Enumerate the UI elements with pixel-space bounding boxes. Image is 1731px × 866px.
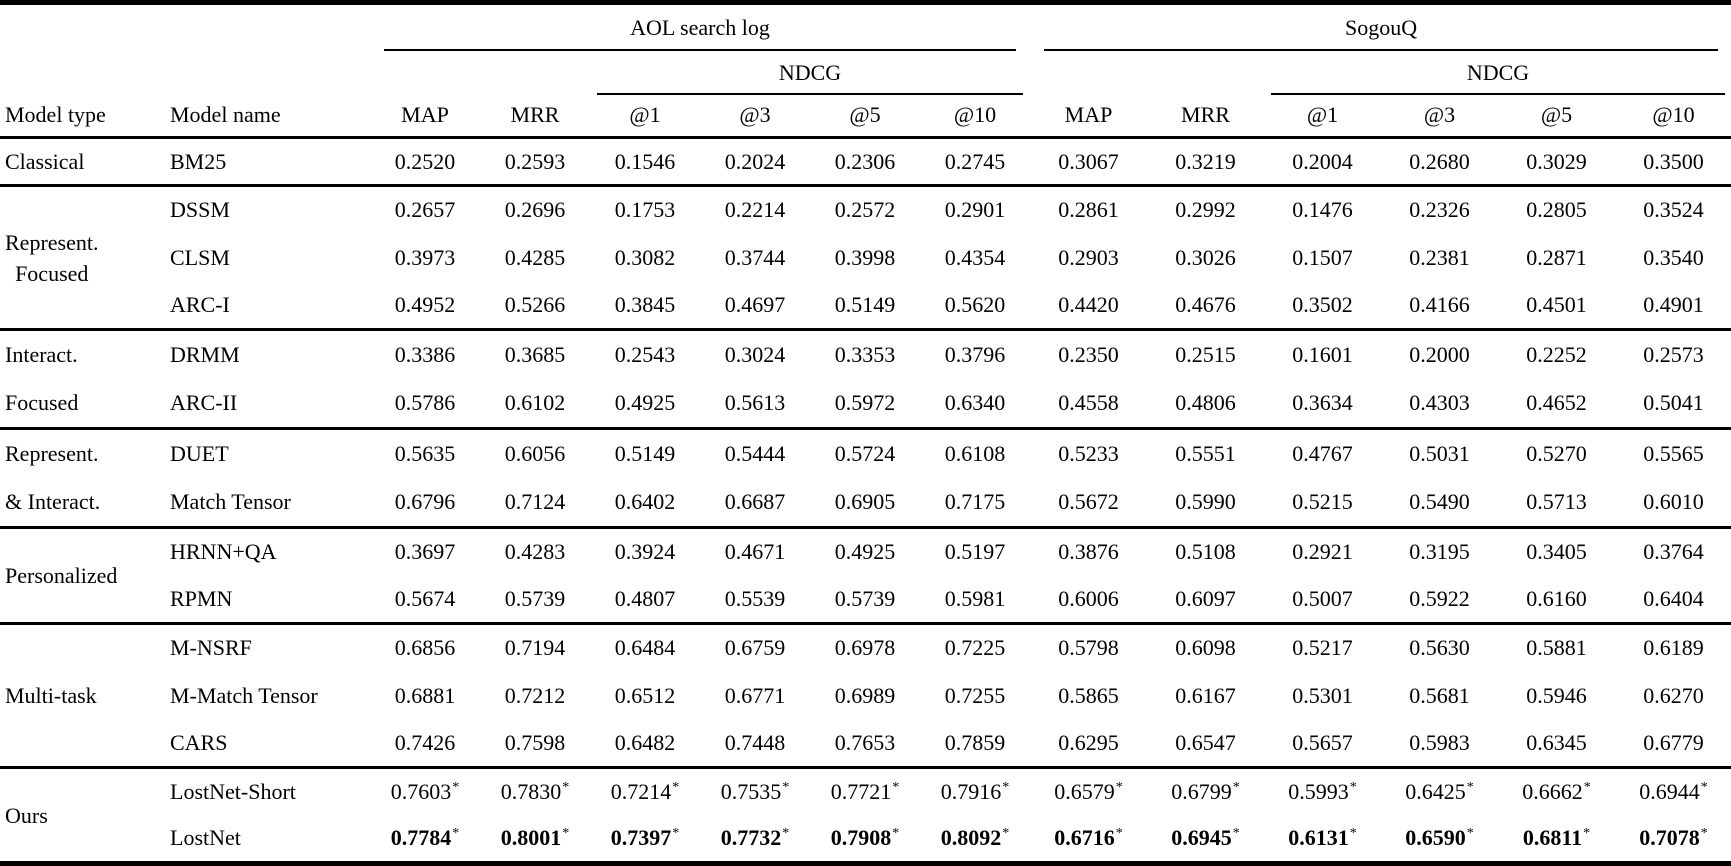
metric-value: 0.5565 bbox=[1643, 441, 1704, 466]
metric-value: 0.5630 bbox=[1409, 635, 1470, 661]
metric-value: 0.6759 bbox=[724, 635, 786, 661]
metric-value: 0.4166 bbox=[1381, 282, 1498, 330]
metric-value: 0.7859 bbox=[920, 720, 1030, 768]
model-type-label: & Interact. bbox=[5, 489, 101, 514]
metric-value: 0.7598 bbox=[480, 720, 590, 768]
metric-value: 0.6978 bbox=[834, 635, 896, 661]
model-type-cell bbox=[0, 429, 163, 528]
metric-value: 0.6270 bbox=[1643, 682, 1704, 708]
metric-value: 0.6345 bbox=[1498, 720, 1615, 768]
table-row bbox=[0, 234, 1731, 282]
significance-star: * bbox=[1349, 779, 1357, 795]
metric-value: 0.3998 bbox=[834, 244, 896, 270]
metric-value: 0.2515 bbox=[1175, 342, 1236, 367]
metric-value: 0.7784* bbox=[390, 825, 460, 851]
metric-value: 0.6547 bbox=[1147, 720, 1264, 768]
metric-value: 0.3082 bbox=[614, 244, 676, 270]
metric-value: 0.7426 bbox=[370, 720, 480, 768]
metric-value: 0.5539 bbox=[700, 576, 810, 624]
metric-value: 0.6944* bbox=[1639, 779, 1708, 805]
metric-value: 0.6662* bbox=[1522, 779, 1591, 805]
model-type-cell bbox=[0, 138, 163, 186]
table-row bbox=[0, 624, 1731, 672]
metric-value: 0.2901 bbox=[944, 197, 1006, 223]
metric-value: 0.5657 bbox=[1264, 720, 1381, 768]
model-type-label: Personalized bbox=[5, 563, 118, 588]
significance-star: * bbox=[1002, 779, 1010, 795]
metric-value: 0.5681 bbox=[1409, 682, 1470, 708]
spacer-cell bbox=[1030, 51, 1264, 95]
metric-value: 0.2000 bbox=[1409, 342, 1470, 367]
model-name: LostNet-Short bbox=[170, 779, 296, 805]
table-row bbox=[0, 720, 1731, 768]
table-row bbox=[0, 528, 1731, 576]
metric-value: 0.2306 bbox=[810, 138, 920, 186]
metric-value: 0.4303 bbox=[1381, 379, 1498, 429]
significance-star: * bbox=[782, 825, 790, 841]
metric-value: 0.6771 bbox=[724, 682, 786, 708]
model-type-header: Model type bbox=[0, 95, 163, 138]
metric-value: 0.4925 bbox=[590, 379, 700, 429]
spacer-cell bbox=[0, 3, 370, 51]
metric-value: 0.5798 bbox=[1058, 635, 1119, 661]
metric-value: 0.5972 bbox=[810, 379, 920, 429]
metric-value: 0.5724 bbox=[834, 441, 896, 466]
metric-value: 0.4285 bbox=[504, 244, 566, 270]
metric-value: 0.5672 bbox=[1030, 478, 1147, 528]
significance-star: * bbox=[562, 825, 570, 841]
dataset-header-sogouq: SogouQ bbox=[1030, 3, 1731, 51]
model-name: ARC-II bbox=[163, 379, 370, 429]
metric-value: 0.7212 bbox=[504, 682, 566, 708]
metric-value: 0.6006 bbox=[1030, 576, 1147, 624]
sogouq-ndcg10-header: @10 bbox=[1615, 95, 1731, 138]
metric-value: 0.2573 bbox=[1643, 342, 1704, 367]
metric-value: 0.4676 bbox=[1147, 282, 1264, 330]
significance-star: * bbox=[1583, 825, 1591, 841]
table-row bbox=[0, 478, 1731, 528]
metric-value: 0.5739 bbox=[480, 576, 590, 624]
model-name: RPMN bbox=[163, 576, 370, 624]
metric-value: 0.6102 bbox=[480, 379, 590, 429]
metric-value: 0.6811* bbox=[1522, 825, 1591, 851]
sogouq-ndcg1-header: @1 bbox=[1264, 95, 1381, 138]
metric-value: 0.8001* bbox=[500, 825, 570, 851]
metric-value: 0.2745 bbox=[920, 138, 1030, 186]
metric-value: 0.5613 bbox=[700, 379, 810, 429]
aol-ndcg10-header: @10 bbox=[920, 95, 1030, 138]
metric-value: 0.4501 bbox=[1498, 282, 1615, 330]
metric-value: 0.7535* bbox=[720, 779, 790, 805]
metric-value: 0.3502 bbox=[1264, 282, 1381, 330]
metric-value: 0.5149 bbox=[810, 282, 920, 330]
metric-value: 0.6340 bbox=[920, 379, 1030, 429]
metric-value: 0.6108 bbox=[944, 441, 1006, 466]
model-type-label-stack bbox=[5, 430, 100, 526]
significance-star: * bbox=[1115, 779, 1123, 795]
aol-ndcg1-header: @1 bbox=[590, 95, 700, 138]
table-row bbox=[0, 379, 1731, 429]
model-type-cell bbox=[0, 528, 163, 624]
model-type-label: Represent. bbox=[5, 441, 99, 466]
metric-value: 0.5946 bbox=[1526, 682, 1587, 708]
metric-value: 0.6905 bbox=[810, 478, 920, 528]
significance-star: * bbox=[782, 779, 790, 795]
metric-value: 0.2921 bbox=[1292, 539, 1353, 565]
metric-value: 0.6945* bbox=[1171, 825, 1240, 851]
significance-star: * bbox=[672, 779, 680, 795]
metric-value: 0.3796 bbox=[944, 342, 1006, 367]
metric-value: 0.5620 bbox=[920, 282, 1030, 330]
metric-value: 0.2252 bbox=[1526, 342, 1587, 367]
significance-star: * bbox=[562, 779, 570, 795]
metric-value: 0.4925 bbox=[834, 539, 896, 565]
model-name: CLSM bbox=[170, 244, 230, 270]
significance-star: * bbox=[1349, 825, 1357, 841]
model-type-label-stack bbox=[5, 680, 97, 711]
metric-value: 0.8092* bbox=[940, 825, 1010, 851]
metric-value: 0.5739 bbox=[810, 576, 920, 624]
metric-value: 0.3697 bbox=[394, 539, 456, 565]
metric-value: 0.3764 bbox=[1643, 539, 1704, 565]
metric-value: 0.5197 bbox=[944, 539, 1006, 565]
model-type-label: Interact. bbox=[5, 342, 78, 367]
model-type-label-stack bbox=[5, 331, 78, 427]
metric-value: 0.2326 bbox=[1409, 197, 1470, 223]
metric-value: 0.7908* bbox=[830, 825, 900, 851]
metric-value: 0.7225 bbox=[944, 635, 1006, 661]
model-type-label-stack bbox=[5, 560, 117, 591]
metric-value: 0.7448 bbox=[700, 720, 810, 768]
metric-value: 0.4283 bbox=[504, 539, 566, 565]
metric-value: 0.3500 bbox=[1615, 138, 1731, 186]
significance-star: * bbox=[1232, 825, 1240, 841]
metric-value: 0.6189 bbox=[1643, 635, 1704, 661]
significance-star: * bbox=[1002, 825, 1010, 841]
model-type-cell bbox=[0, 330, 163, 429]
metric-value: 0.5786 bbox=[370, 379, 480, 429]
table-body bbox=[0, 138, 1731, 864]
metric-value: 0.3219 bbox=[1147, 138, 1264, 186]
metric-value: 0.6881 bbox=[394, 682, 456, 708]
table-row bbox=[0, 576, 1731, 624]
model-name: Match Tensor bbox=[163, 478, 370, 528]
table-row bbox=[0, 330, 1731, 380]
metric-value: 0.5713 bbox=[1498, 478, 1615, 528]
sogouq-mrr-header: MRR bbox=[1147, 95, 1264, 138]
metric-value: 0.7194 bbox=[504, 635, 566, 661]
metric-value: 0.5266 bbox=[480, 282, 590, 330]
aol-map-header: MAP bbox=[370, 95, 480, 138]
metric-value: 0.3195 bbox=[1409, 539, 1470, 565]
model-type-cell bbox=[0, 186, 163, 330]
metric-value: 0.5981 bbox=[920, 576, 1030, 624]
metric-value: 0.3845 bbox=[590, 282, 700, 330]
metric-value: 0.2350 bbox=[1058, 342, 1119, 367]
significance-star: * bbox=[1232, 779, 1240, 795]
metric-value: 0.7653 bbox=[810, 720, 920, 768]
metric-value: 0.5301 bbox=[1292, 682, 1353, 708]
model-name: HRNN+QA bbox=[170, 539, 277, 565]
metric-value: 0.7078* bbox=[1639, 825, 1708, 851]
metric-value: 0.3876 bbox=[1058, 539, 1119, 565]
metric-value: 0.2657 bbox=[394, 197, 456, 223]
metric-value: 0.3540 bbox=[1643, 244, 1704, 270]
metric-value: 0.6131* bbox=[1288, 825, 1357, 851]
metric-value: 0.3634 bbox=[1264, 379, 1381, 429]
metric-value: 0.3029 bbox=[1498, 138, 1615, 186]
spacer-cell bbox=[0, 51, 370, 95]
ndcg-header-aol: NDCG bbox=[590, 51, 1030, 95]
metric-value: 0.2992 bbox=[1175, 197, 1236, 223]
metric-value: 0.2680 bbox=[1381, 138, 1498, 186]
metric-value: 0.7830* bbox=[500, 779, 570, 805]
metric-value: 0.5007 bbox=[1264, 576, 1381, 624]
metric-value: 0.2004 bbox=[1264, 138, 1381, 186]
metric-value: 0.2903 bbox=[1058, 244, 1119, 270]
metric-value: 0.5983 bbox=[1381, 720, 1498, 768]
metric-value: 0.2543 bbox=[614, 342, 676, 367]
table-row bbox=[0, 186, 1731, 234]
model-name-header: Model name bbox=[163, 95, 370, 138]
metric-value: 0.3685 bbox=[504, 342, 566, 367]
metric-value: 0.2572 bbox=[834, 197, 896, 223]
metric-value: 0.5270 bbox=[1526, 441, 1587, 466]
metric-value: 0.5108 bbox=[1175, 539, 1236, 565]
metric-value: 0.5217 bbox=[1292, 635, 1353, 661]
model-type-cell bbox=[0, 768, 163, 864]
model-type-label-stack bbox=[5, 146, 84, 177]
metric-value: 0.3024 bbox=[724, 342, 786, 367]
metric-value: 0.6989 bbox=[834, 682, 896, 708]
metric-value: 0.3405 bbox=[1526, 539, 1587, 565]
model-name: BM25 bbox=[163, 138, 370, 186]
significance-star: * bbox=[672, 825, 680, 841]
metric-value: 0.6687 bbox=[700, 478, 810, 528]
metric-value: 0.5881 bbox=[1526, 635, 1587, 661]
metric-value: 0.5990 bbox=[1147, 478, 1264, 528]
significance-star: * bbox=[892, 825, 900, 841]
metric-value: 0.6579* bbox=[1054, 779, 1123, 805]
metric-value: 0.6056 bbox=[504, 441, 566, 466]
metric-value: 0.4697 bbox=[700, 282, 810, 330]
metric-value: 0.3026 bbox=[1175, 244, 1236, 270]
metric-value: 0.3353 bbox=[834, 342, 896, 367]
metric-value: 0.5922 bbox=[1381, 576, 1498, 624]
significance-star: * bbox=[452, 825, 460, 841]
metric-value: 0.6425* bbox=[1405, 779, 1474, 805]
table-row bbox=[0, 768, 1731, 816]
significance-star: * bbox=[1115, 825, 1123, 841]
metric-value: 0.4807 bbox=[590, 576, 700, 624]
model-type-label: Multi-task bbox=[5, 683, 97, 708]
metric-value: 0.2593 bbox=[480, 138, 590, 186]
metric-header-row bbox=[0, 95, 1731, 138]
table-row bbox=[0, 672, 1731, 720]
metric-value: 0.7214* bbox=[610, 779, 680, 805]
metric-value: 0.6097 bbox=[1147, 576, 1264, 624]
metric-value: 0.2871 bbox=[1526, 244, 1587, 270]
model-name: DUET bbox=[170, 441, 229, 466]
metric-value: 0.5993* bbox=[1288, 779, 1357, 805]
metric-value: 0.6512 bbox=[614, 682, 676, 708]
spacer-cell bbox=[370, 51, 590, 95]
metric-value: 0.1753 bbox=[614, 197, 676, 223]
metric-value: 0.4806 bbox=[1147, 379, 1264, 429]
metric-value: 0.4652 bbox=[1498, 379, 1615, 429]
model-type-label: Ours bbox=[5, 802, 48, 828]
metric-value: 0.6098 bbox=[1175, 635, 1236, 661]
metric-value: 0.5490 bbox=[1381, 478, 1498, 528]
metric-value: 0.7603* bbox=[390, 779, 460, 805]
model-type-label-stack bbox=[5, 800, 48, 831]
metric-value: 0.6796 bbox=[370, 478, 480, 528]
metric-value: 0.3924 bbox=[614, 539, 676, 565]
significance-star: * bbox=[1700, 779, 1708, 795]
significance-star: * bbox=[892, 779, 900, 795]
metric-value: 0.3524 bbox=[1643, 197, 1704, 223]
model-name: M-NSRF bbox=[170, 635, 252, 661]
metric-value: 0.3744 bbox=[724, 244, 786, 270]
metric-value: 0.3067 bbox=[1030, 138, 1147, 186]
metric-value: 0.6716* bbox=[1054, 825, 1123, 851]
table-row bbox=[0, 282, 1731, 330]
metric-value: 0.2861 bbox=[1058, 197, 1119, 223]
model-type-label-stack bbox=[5, 227, 98, 289]
ndcg-header-row bbox=[0, 51, 1731, 95]
metric-value: 0.1507 bbox=[1292, 244, 1353, 270]
metric-value: 0.7732* bbox=[720, 825, 790, 851]
metric-value: 0.1601 bbox=[1292, 342, 1353, 367]
model-type-cell bbox=[0, 624, 163, 768]
metric-value: 0.5149 bbox=[614, 441, 676, 466]
metric-value: 0.6404 bbox=[1615, 576, 1731, 624]
sogouq-map-header: MAP bbox=[1030, 95, 1147, 138]
metric-value: 0.5635 bbox=[394, 441, 456, 466]
metric-value: 0.5215 bbox=[1264, 478, 1381, 528]
metric-value: 0.4420 bbox=[1030, 282, 1147, 330]
model-type-label: Focused bbox=[15, 260, 89, 286]
metric-value: 0.4952 bbox=[370, 282, 480, 330]
metric-value: 0.5031 bbox=[1409, 441, 1470, 466]
significance-star: * bbox=[1700, 825, 1708, 841]
table-row bbox=[0, 138, 1731, 186]
metric-value: 0.6160 bbox=[1498, 576, 1615, 624]
metric-value: 0.6779 bbox=[1615, 720, 1731, 768]
metric-value: 0.4671 bbox=[724, 539, 786, 565]
metric-value: 0.3973 bbox=[394, 244, 456, 270]
ndcg-header-sogouq: NDCG bbox=[1264, 51, 1731, 95]
model-name: DSSM bbox=[170, 197, 230, 223]
metric-value: 0.7175 bbox=[920, 478, 1030, 528]
metric-value: 0.6010 bbox=[1615, 478, 1731, 528]
metric-value: 0.6482 bbox=[590, 720, 700, 768]
metric-value: 0.5865 bbox=[1058, 682, 1119, 708]
model-name: ARC-I bbox=[163, 282, 370, 330]
metric-value: 0.7124 bbox=[480, 478, 590, 528]
metric-value: 0.4767 bbox=[1292, 441, 1353, 466]
metric-value: 0.2805 bbox=[1526, 197, 1587, 223]
model-type-label: Represent. bbox=[5, 229, 99, 255]
metric-value: 0.4354 bbox=[944, 244, 1006, 270]
metric-value: 0.6295 bbox=[1030, 720, 1147, 768]
metric-value: 0.6590* bbox=[1405, 825, 1474, 851]
metric-value: 0.2024 bbox=[700, 138, 810, 186]
table-row bbox=[0, 429, 1731, 479]
aol-ndcg3-header: @3 bbox=[700, 95, 810, 138]
metric-value: 0.7255 bbox=[944, 682, 1006, 708]
significance-star: * bbox=[1466, 779, 1474, 795]
metric-value: 0.6484 bbox=[614, 635, 676, 661]
model-name: DRMM bbox=[170, 342, 240, 367]
significance-star: * bbox=[1466, 825, 1474, 841]
significance-star: * bbox=[452, 779, 460, 795]
metric-value: 0.6856 bbox=[394, 635, 456, 661]
metric-value: 0.5041 bbox=[1615, 379, 1731, 429]
model-name: LostNet bbox=[170, 825, 241, 851]
table-row bbox=[0, 816, 1731, 864]
sogouq-ndcg5-header: @5 bbox=[1498, 95, 1615, 138]
metric-value: 0.6402 bbox=[590, 478, 700, 528]
model-name: CARS bbox=[163, 720, 370, 768]
metric-value: 0.1546 bbox=[590, 138, 700, 186]
aol-mrr-header: MRR bbox=[480, 95, 590, 138]
metric-value: 0.4901 bbox=[1615, 282, 1731, 330]
metric-value: 0.7397* bbox=[610, 825, 680, 851]
metric-value: 0.6167 bbox=[1175, 682, 1236, 708]
sogouq-ndcg3-header: @3 bbox=[1381, 95, 1498, 138]
metric-value: 0.5444 bbox=[724, 441, 786, 466]
dataset-header-aol: AOL search log bbox=[370, 3, 1030, 51]
metric-value: 0.1476 bbox=[1292, 197, 1353, 223]
model-name: M-Match Tensor bbox=[170, 682, 318, 708]
metric-value: 0.5233 bbox=[1058, 441, 1119, 466]
aol-ndcg5-header: @5 bbox=[810, 95, 920, 138]
metric-value: 0.2520 bbox=[370, 138, 480, 186]
metric-value: 0.4558 bbox=[1030, 379, 1147, 429]
metric-value: 0.7916* bbox=[940, 779, 1010, 805]
model-type-label: Classical bbox=[5, 149, 85, 174]
metric-value: 0.2381 bbox=[1409, 244, 1470, 270]
metric-value: 0.7721* bbox=[830, 779, 900, 805]
significance-star: * bbox=[1583, 779, 1591, 795]
metric-value: 0.3386 bbox=[394, 342, 456, 367]
metric-value: 0.2214 bbox=[724, 197, 786, 223]
dataset-header-row bbox=[0, 3, 1731, 51]
metric-value: 0.6799* bbox=[1171, 779, 1240, 805]
metric-value: 0.5674 bbox=[370, 576, 480, 624]
metric-value: 0.2696 bbox=[504, 197, 566, 223]
metric-value: 0.5551 bbox=[1175, 441, 1236, 466]
model-type-label: Focused bbox=[5, 390, 79, 415]
